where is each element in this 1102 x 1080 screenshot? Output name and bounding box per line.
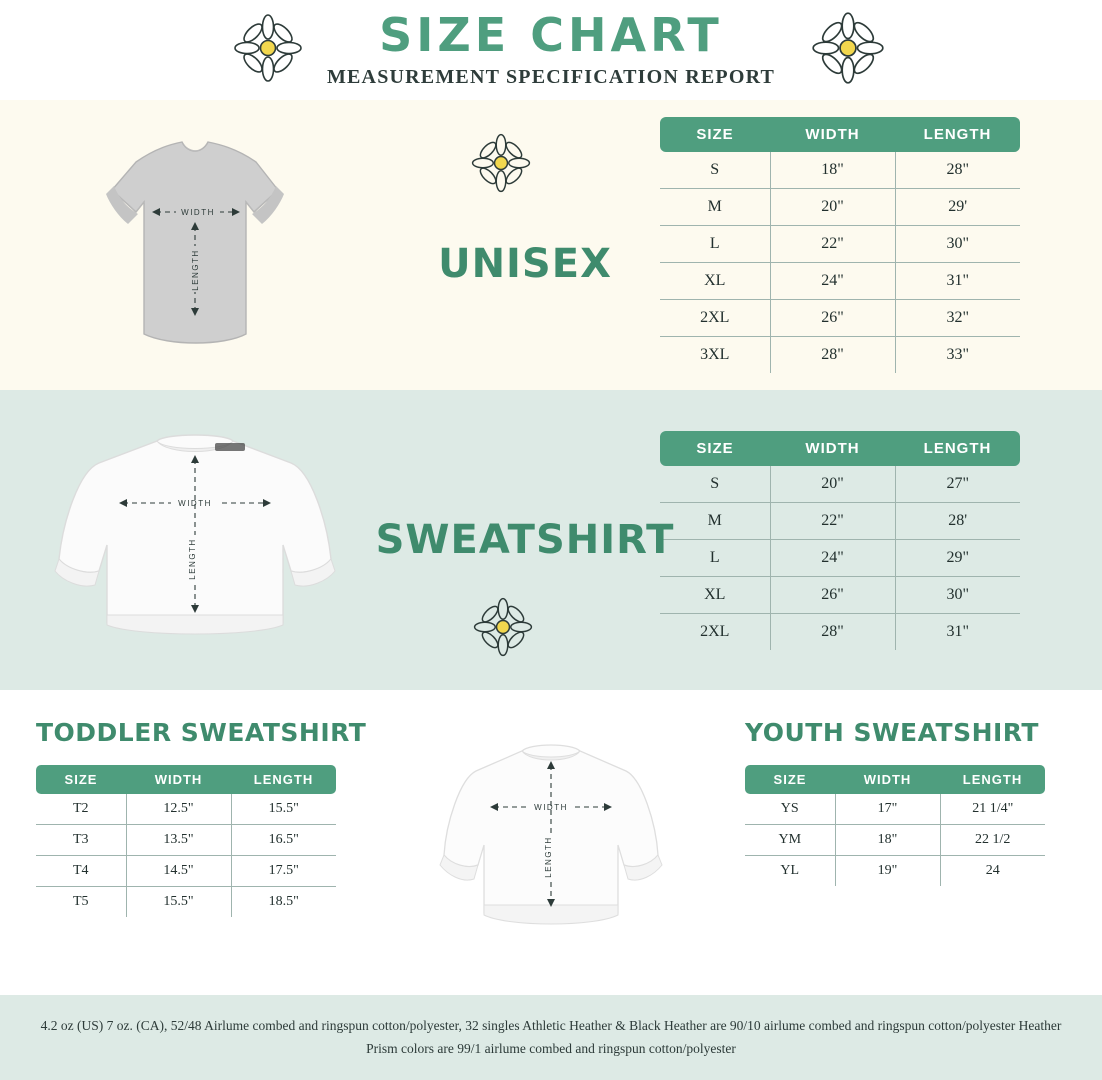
cell-size: 2XL	[660, 613, 770, 650]
toddler-size-table	[36, 765, 336, 917]
column-header-width: WIDTH	[126, 765, 231, 794]
cell-size: T3	[36, 825, 126, 856]
sweatshirt-illustration	[45, 409, 345, 671]
cell-width: 24"	[770, 539, 895, 576]
column-header-length: LENGTH	[895, 117, 1020, 152]
cell-width: 12.5"	[126, 794, 231, 825]
table-row	[745, 856, 1045, 887]
tshirt-illustration	[64, 120, 326, 370]
table-row	[660, 576, 1020, 613]
sweatshirt-illustration-container	[0, 390, 390, 690]
cell-width: 28"	[770, 613, 895, 650]
table-row	[745, 794, 1045, 825]
section-unisex	[0, 100, 1102, 390]
column-header-length: LENGTH	[940, 765, 1045, 794]
length-label: LENGTH	[191, 249, 200, 291]
column-header-size: SIZE	[660, 431, 770, 466]
toddler-block	[0, 690, 367, 995]
cell-length: 30"	[895, 226, 1020, 263]
tshirt-illustration-container	[0, 100, 390, 390]
cell-length: 29'	[895, 189, 1020, 226]
cell-length: 22 1/2	[940, 825, 1045, 856]
cell-length: 32"	[895, 300, 1020, 337]
page-subtitle: MEASUREMENT SPECIFICATION REPORT	[326, 65, 776, 88]
column-header-width: WIDTH	[835, 765, 940, 794]
cell-size: XL	[660, 576, 770, 613]
width-label: WIDTH	[534, 802, 568, 812]
daisy-flower-icon	[810, 10, 886, 86]
cell-size: T5	[36, 887, 126, 918]
cell-size: YM	[745, 825, 835, 856]
cell-length: 15.5"	[231, 794, 336, 825]
width-label: WIDTH	[181, 208, 215, 217]
cell-length: 24	[985, 863, 1000, 878]
cell-width: 19"	[835, 856, 940, 887]
table-row	[660, 613, 1020, 650]
cell-length: 31"	[946, 622, 970, 640]
cell-width: 26"	[770, 576, 895, 613]
cell-size: XL	[660, 263, 770, 300]
cell-width: 17"	[835, 794, 940, 825]
sweatshirt-size-table	[660, 431, 1020, 650]
table-header-row	[745, 765, 1045, 794]
width-label: WIDTH	[178, 499, 212, 508]
toddler-heading: TODDLER SWEATSHIRT	[36, 718, 367, 747]
table-row	[660, 300, 1020, 337]
daisy-flower-icon	[470, 132, 532, 194]
unisex-table-container	[660, 100, 1102, 390]
table-row	[660, 502, 1020, 539]
cell-size: M	[660, 189, 770, 226]
table-row	[36, 794, 336, 825]
sweatshirt-label-container	[375, 390, 675, 690]
cell-size: L	[660, 539, 770, 576]
daisy-flower-icon	[472, 596, 534, 658]
cell-width: 20"	[770, 466, 895, 503]
youth-size-table	[745, 765, 1045, 886]
footer-bar	[0, 995, 1102, 1080]
cell-width: 22"	[770, 502, 895, 539]
sweatshirt-heading: SWEATSHIRT	[375, 517, 675, 563]
table-row	[660, 226, 1020, 263]
cell-size: YL	[745, 856, 835, 887]
table-row	[745, 825, 1045, 856]
cell-length: 33"	[946, 346, 970, 363]
cell-size: T4	[36, 856, 126, 887]
table-header-row	[660, 117, 1020, 152]
youth-heading: YOUTH SWEATSHIRT	[745, 718, 1039, 747]
cell-length: 27"	[895, 466, 1020, 503]
cell-length: 28"	[895, 152, 1020, 189]
cell-length: 17.5"	[231, 856, 336, 887]
table-header-row	[36, 765, 336, 794]
column-header-length: LENGTH	[231, 765, 336, 794]
cell-width: 26"	[770, 300, 895, 337]
cell-length: 30"	[895, 576, 1020, 613]
section-kids	[0, 690, 1102, 995]
toddler-sweatshirt-illustration-container	[367, 690, 735, 995]
column-header-width: WIDTH	[770, 117, 895, 152]
table-row	[660, 337, 1020, 374]
column-header-length: LENGTH	[895, 431, 1020, 466]
cell-size: S	[660, 152, 770, 189]
unisex-heading: UNISEX	[438, 241, 612, 287]
table-row	[36, 887, 336, 918]
cell-length: 31"	[895, 263, 1020, 300]
unisex-label-container	[390, 100, 660, 390]
cell-width: 22"	[770, 226, 895, 263]
cell-length: 18.5"	[268, 894, 299, 909]
column-header-size: SIZE	[36, 765, 126, 794]
footer-fabric-description: 4.2 oz (US) 7 oz. (CA), 52/48 Airlume combed and ringspun cotton/polyester, 32 singles Athletic Heather & Black Heather are 90/10 airlume combed and ringspun cotton/polyester Heather Prism colors are 99/1 airlume combed and ringspun cotton/polyester	[40, 1018, 1062, 1056]
cell-size: L	[660, 226, 770, 263]
unisex-size-table	[660, 117, 1020, 373]
youth-block	[735, 690, 1102, 995]
page-header	[0, 0, 1102, 100]
table-row	[660, 539, 1020, 576]
cell-size: 2XL	[660, 300, 770, 337]
cell-width: 20"	[770, 189, 895, 226]
table-row	[660, 189, 1020, 226]
sweatshirt-table-container	[660, 390, 1102, 690]
table-row	[660, 152, 1020, 189]
column-header-size: SIZE	[660, 117, 770, 152]
length-label: LENGTH	[544, 835, 553, 878]
cell-size: T2	[36, 794, 126, 825]
cell-size: M	[660, 502, 770, 539]
toddler-sweatshirt-illustration	[426, 727, 676, 959]
cell-width: 14.5"	[126, 856, 231, 887]
table-header-row	[660, 431, 1020, 466]
column-header-width: WIDTH	[770, 431, 895, 466]
cell-size: YS	[745, 794, 835, 825]
page-title: SIZE CHART	[379, 8, 723, 63]
column-header-size: SIZE	[745, 765, 835, 794]
cell-length: 21 1/4"	[940, 794, 1045, 825]
table-row	[36, 856, 336, 887]
cell-size: 3XL	[660, 337, 770, 374]
cell-width: 28"	[770, 337, 895, 374]
cell-length: 29"	[895, 539, 1020, 576]
cell-width: 18"	[770, 152, 895, 189]
cell-length: 28'	[895, 502, 1020, 539]
cell-width: 15.5"	[126, 887, 231, 918]
cell-length: 16.5"	[231, 825, 336, 856]
daisy-flower-icon	[232, 12, 304, 84]
cell-width: 13.5"	[126, 825, 231, 856]
cell-size: S	[660, 466, 770, 503]
cell-width: 24"	[770, 263, 895, 300]
cell-width: 18"	[835, 825, 940, 856]
length-label: LENGTH	[188, 538, 197, 580]
section-sweatshirt	[0, 390, 1102, 690]
table-row	[660, 263, 1020, 300]
table-row	[660, 466, 1020, 503]
table-row	[36, 825, 336, 856]
